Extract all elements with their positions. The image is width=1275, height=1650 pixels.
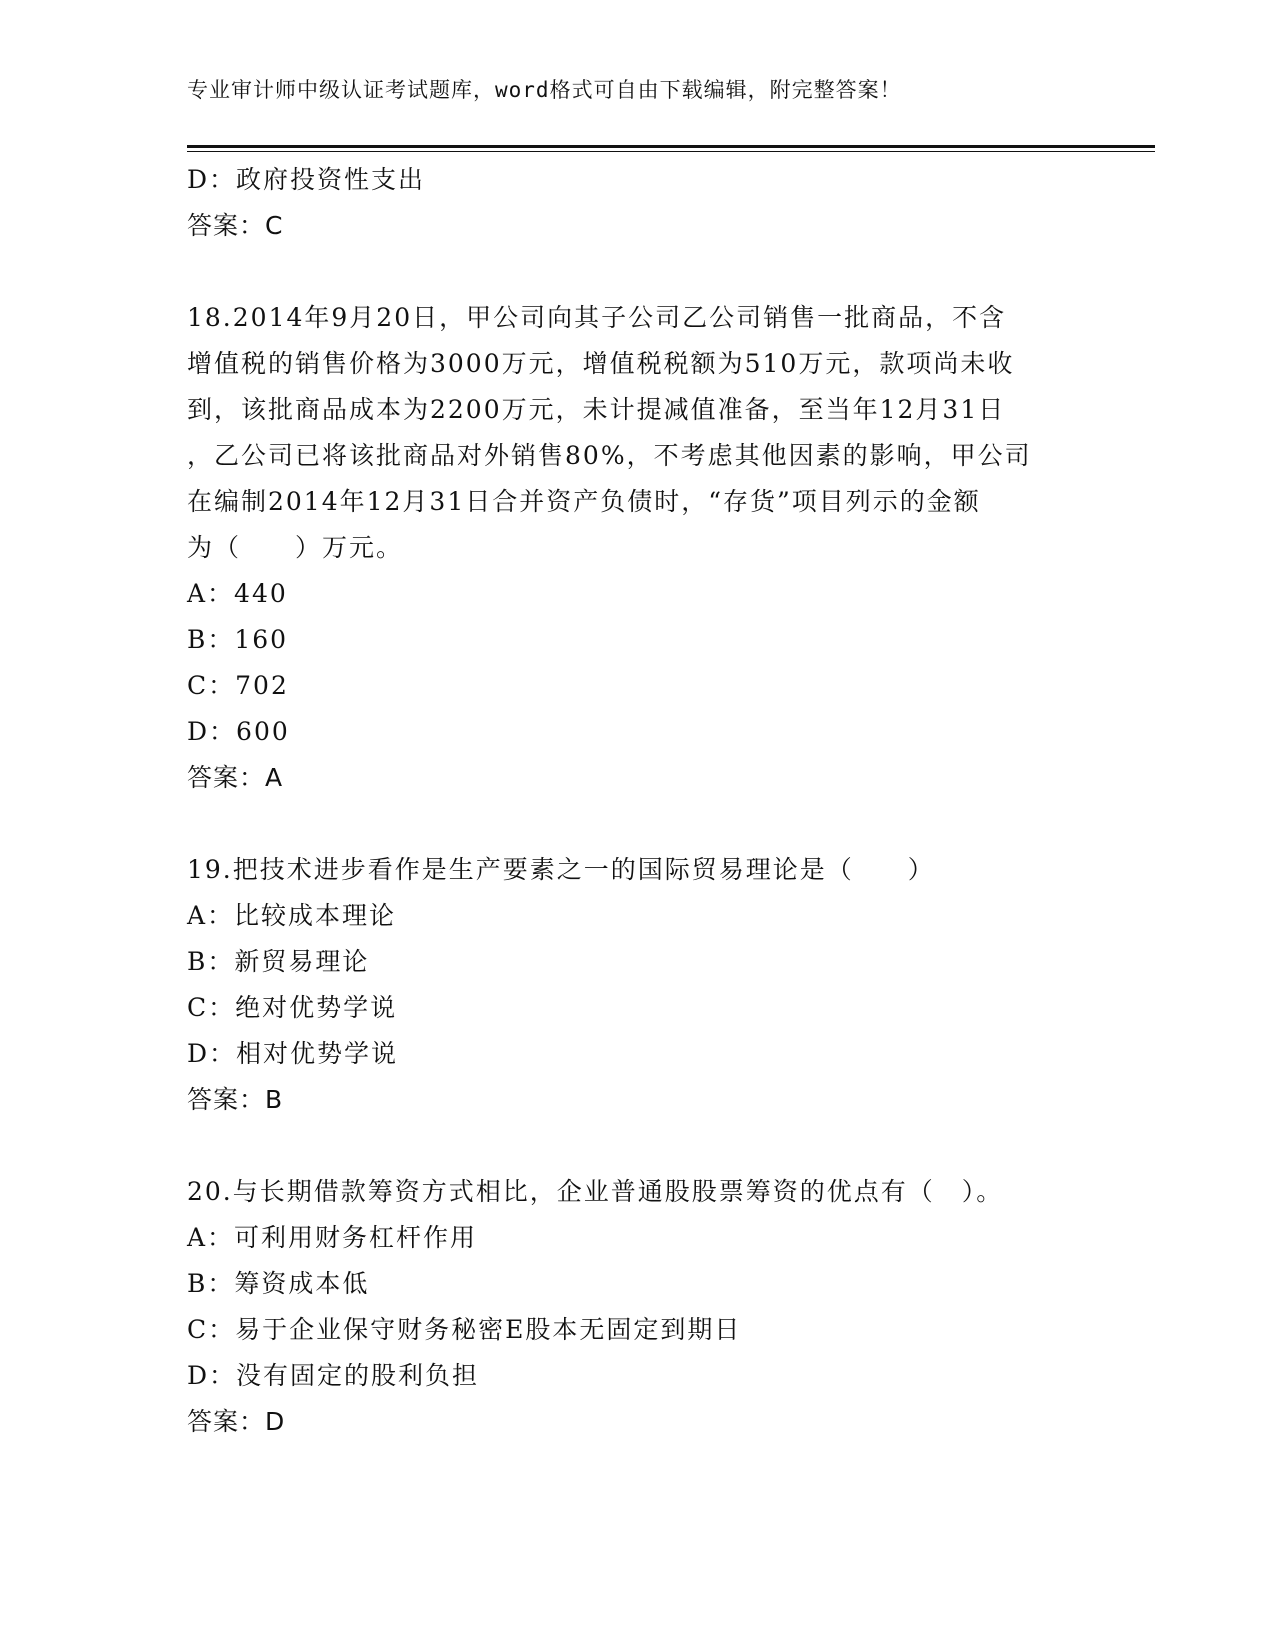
question-20-option-a: A：可利用财务杠杆作用 (187, 1223, 478, 1252)
question-18-line-1: 18.2014年9月20日，甲公司向其子公司乙公司销售一批商品，不含 (187, 303, 1007, 332)
question-18-option-d: D：600 (187, 717, 290, 746)
question-18-line-5: 在编制2014年12月31日合并资产负债时，“存货”项目列示的金额 (187, 487, 981, 516)
question-19-answer: 答案：B (187, 1085, 284, 1114)
question-19-option-d: D：相对优势学说 (187, 1039, 399, 1068)
question-20-option-d: D：没有固定的股利负担 (187, 1361, 480, 1390)
question-18-option-c: C：702 (187, 671, 289, 700)
question-20-option-c: C：易于企业保守财务秘密E股本无固定到期日 (187, 1315, 742, 1344)
question-20-line-1: 20.与长期借款筹资方式相比，企业普通股股票筹资的优点有（ ）。 (187, 1177, 1004, 1206)
question-19-option-b: B：新贸易理论 (187, 947, 370, 976)
question-18 (187, 295, 1087, 801)
question-18-line-2: 增值税的销售价格为3000万元，增值税税额为510万元，款项尚未收 (187, 349, 1015, 378)
question-18-option-a: A：440 (187, 579, 288, 608)
question-18-answer: 答案：A (187, 763, 284, 792)
question-20 (187, 1169, 1087, 1445)
question-18-option-b: B：160 (187, 625, 289, 654)
question-18-line-6: 为（ ）万元。 (187, 533, 404, 562)
header-rule-thick (187, 145, 1155, 148)
question-18-line-3: 到，该批商品成本为2200万元，未计提减值准备，至当年12月31日 (187, 395, 1006, 424)
question-19-option-c: C：绝对优势学说 (187, 993, 398, 1022)
page-header: 专业审计师中级认证考试题库，word格式可自由下载编辑，附完整答案！ (187, 78, 902, 102)
question-20-answer: 答案：D (187, 1407, 286, 1436)
question-19 (187, 847, 1087, 1123)
question-19-line-1: 19.把技术进步看作是生产要素之一的国际贸易理论是（ ） (187, 855, 935, 884)
question-18-line-4: ，乙公司已将该批商品对外销售80%，不考虑其他因素的影响，甲公司 (187, 441, 1032, 470)
question-19-option-a: A：比较成本理论 (187, 901, 397, 930)
document-body (187, 157, 1087, 1445)
prev-answer: 答案：C (187, 211, 284, 240)
prev-option-d: D：政府投资性支出 (187, 165, 426, 194)
header-rule-thin (187, 151, 1155, 152)
question-20-option-b: B：筹资成本低 (187, 1269, 370, 1298)
